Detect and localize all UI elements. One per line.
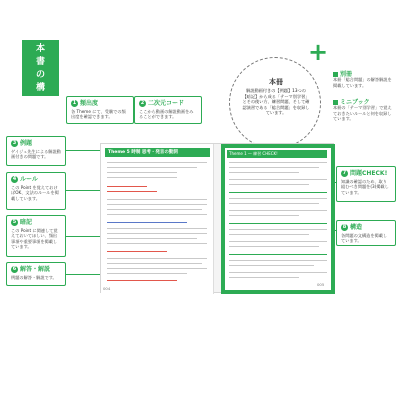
theme-header: Theme 5 時制 思考・発言の動詞 [105, 148, 210, 157]
section-title: 本 書 の 構 [22, 40, 59, 96]
annotation-separate: 別冊 本冊「総合問題」の解答解説を掲載しています。 [333, 71, 392, 88]
annotation-topic: 1 頻出度 各 Theme にて、受験での頻出度を確認できます。 [66, 96, 134, 124]
left-page [101, 144, 214, 294]
annotation-structure: 8 構造 各問題の文構造を掲載しています。 [336, 220, 396, 246]
annotation-answer: 6 解答・解説 例題の解答・解説です。 [6, 262, 66, 286]
main-book-callout: 本冊 解説動画付きの【例題】13つの【暗記】から成る「テーマ別学習」とその使い方、練習問題、そして確認演習である「総合問題」を収録しています。 [229, 57, 321, 149]
annotation-rule: 4 ルール この Point を覚えておけばOK、文法のルールを掲載しています。 [6, 172, 66, 210]
practice-header: Theme 1 — 練習 CHECK! [229, 151, 278, 156]
annotation-mini: ミニブック 本冊の「テーマ別学習」で覚えておきたいルールと何を収録しています。 [333, 99, 392, 122]
annotation-memory: 5 暗記 この Point に関連して覚えておいてほしい、頻出事項や重要事項を掲載しています。 [6, 215, 66, 257]
plus-icon: + [308, 38, 329, 66]
connector-line [66, 190, 102, 191]
page-number-left: 004 [103, 286, 111, 291]
annotation-qr: 2 二次元コード ここから動画の解説動画をみることができます。 [134, 96, 202, 124]
connector-line [66, 274, 102, 275]
annotation-example: 3 例題 ゲイジュ先生による解説動画付きの問題です。 [6, 136, 66, 166]
right-page [221, 144, 335, 294]
annotation-practice: 7 問題CHECK! 知識の確認のため、取り組むべき問題を(3)掲載しています。 [336, 166, 396, 202]
book-spread [100, 143, 334, 293]
connector-line [66, 150, 102, 151]
connector-line [66, 236, 102, 237]
page-number-right: 005 [317, 282, 325, 287]
